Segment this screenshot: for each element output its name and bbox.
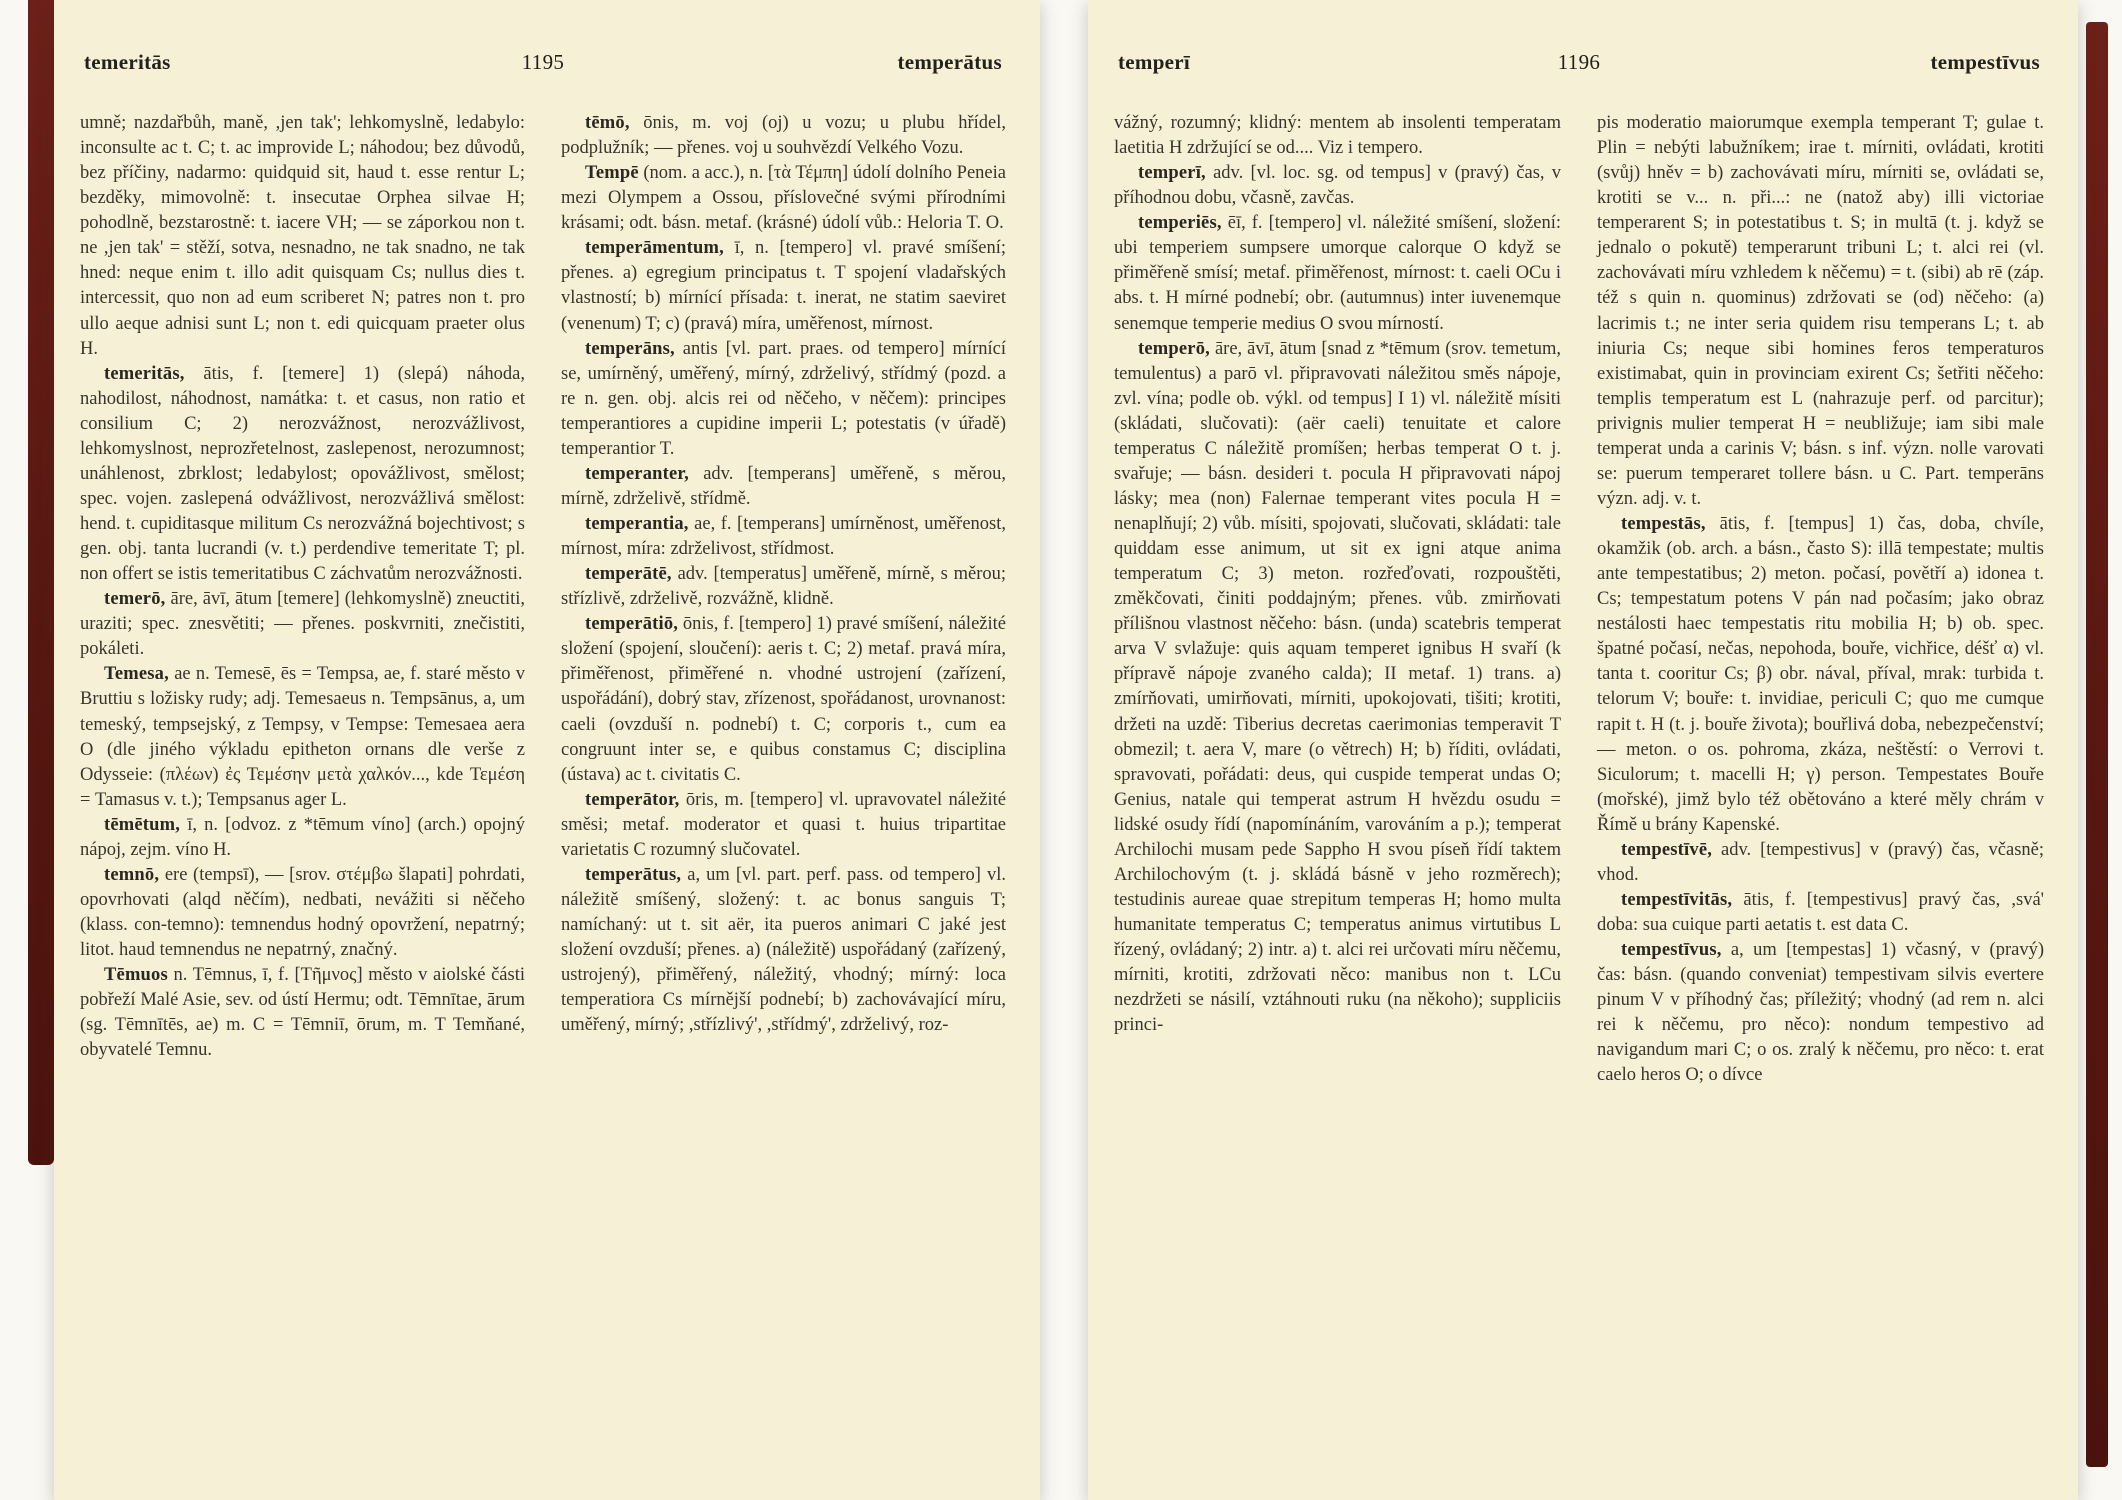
dictionary-entry: Temesa, ae n. Temesē, ēs = Tempsa, ae, f. staré město v Bruttiu s ložisky rudy; adj. Temesaeus n. Tempsānus, a, um temeský, tempsejský, z Tempsy, v Tempse: Temesaea aera O (dle jiného výkladu epitheton ornans dle verše z Odysseie: (πλέων) ἐς Τεμέσην μετὰ χαλκόν..., kde Τεμέση = Tamasus v. t.); Tempsanus ager L. (80, 664, 525, 810)
headword: temerō, (104, 589, 166, 610)
dictionary-entry: pis moderatio maiorumque exempla temperant T; gulae t. Plin = nebýti labužníkem; irae t. mírniti, ovládati, krotiti (svůj) hněv = b) zachovávati míru, mírniti se, ovládati se, krotiti se v... n. při...: ne (natož aby) illi victoriae temperarent S; in potestatibus t. S; in multā (t. j. když se jednalo o pokutě) temperarunt tribuni L; t. alci rei (vl. zachovávati míru vzhledem k něčemu) = t. (sibi) ab rē (záp. též s quin n. quominus) zdržovati se (od) něčeho: (a) lacrimis t.; ne inter seria quidem risu temperans L; t. ab iniuria Cs; neque sibi homines feros temperaturos existimabat, quin in provinciam exirent Cs; šetřiti něčeho: templis temperatum est L (nahrazuje perf. od parcitur); privignis mulier temperat H = neubližuje; iam sibi male temperat unda a carinis V; básn. s inf. význ. nolle varovati se: puerum temperaret tollere básn. u C. Part. temperāns význ. adj. v. t. (1597, 113, 2044, 509)
headword: Temesa, (104, 664, 169, 685)
dictionary-entry: tempestīvus, a, um [tempestas] 1) včasný, v (pravý) čas: básn. (quando conveniat) tempestivam silvis evertere pinum V v příhodný čas; příležitý; vhodný (ad rem n. alci rei k něčemu, pro něco): nondum tempestivo ad navigandum mari C; o os. zralý k něčemu, pro něco: t. erat caelo heros O; o dívce (1597, 940, 2044, 1086)
headword: Tempē (585, 163, 639, 184)
book-edge-left (28, 0, 54, 1165)
headword: temperātē, (585, 564, 672, 585)
headword: temnō, (104, 864, 160, 885)
dictionary-entry: temperiēs, ēī, f. [tempero] vl. náležité smíšení, složení: ubi temperiem sumpsere umorque calorque O když se přiměřeně smísí; metaf. přiměřenost, mírnost: t. caeli OCu i abs. t. H mírné podnebí; obr. (autumnus) inter iuvenemque senemque temperie medius O svou mírností. (1114, 213, 1561, 334)
headword: temperō, (1138, 338, 1210, 359)
book-edge-right (2086, 22, 2108, 1467)
dictionary-entry: temperātē, adv. [temperatus] uměřeně, mírně, s měrou; střízlivě, zdrželivě, rozvážně, klidně. (561, 564, 1006, 610)
dictionary-entry: temperantia, ae, f. [temperans] umírněnost, uměřenost, mírnost, míra: zdrželivost, střídmost. (561, 514, 1006, 560)
headword: temperāns, (585, 338, 675, 359)
dictionary-entry: Tēmuos n. Tēmnus, ī, f. [Τῆμνος] město v aiolské části pobřeží Malé Asie, sev. od ústí Hermu; odt. Tēmnītae, ārum (sg. Tēmnītēs, ae) m. C = Tēmniī, ōrum, m. T Temňané, obyvatelé Temnu. (80, 965, 525, 1061)
page-number: 1195 (521, 50, 565, 74)
headword: temperiēs, (1138, 213, 1222, 234)
headword: temperī, (1138, 163, 1206, 184)
column-2 (561, 111, 1006, 1063)
dictionary-entry: temnō, ere (tempsī), — [srov. στέμβω šlapati] pohrdati, opovrhovati (alqd něčím), nedbati, nevážiti si něčeho (klass. con-temno): temnendus hodný opovržení, nepatrný; litot. haud temnendus ne nepatrný, značný. (80, 864, 525, 961)
page-1195 (54, 0, 1040, 1500)
text-columns (80, 111, 1006, 1063)
running-head (1118, 50, 2040, 75)
page-1196 (1088, 0, 2078, 1500)
headword: Tēmuos (104, 965, 168, 986)
headword: temperātiō, (585, 614, 679, 635)
dictionary-entry: temperī, adv. [vl. loc. sg. od tempus] v (pravý) čas, v příhodnou dobu, včasně, zavčas. (1114, 163, 1561, 209)
dictionary-entry: temperātor, ōris, m. [tempero] vl. upravovatel náležité směsi; metaf. moderator et quasi t. huius tripartitae varietatis C rozumný slučovatel. (561, 789, 1006, 860)
page-number: 1196 (1557, 50, 1601, 74)
running-head (84, 50, 1002, 75)
dictionary-entry: temperanter, adv. [temperans] uměřeně, s měrou, mírně, zdrželivě, střídmě. (561, 463, 1006, 509)
dictionary-entry: tēmētum, ī, n. [odvoz. z *tēmum víno] (arch.) opojný nápoj, zejm. víno H. (80, 814, 525, 860)
headword: tempestīvitās, (1621, 889, 1733, 910)
headword: temperanter, (585, 463, 689, 484)
dictionary-entry: tempestās, ātis, f. [tempus] 1) čas, doba, chvíle, okamžik (ob. arch. a básn., často S): illā tempestate; multis ante tempestatibus; 2) meton. počasí, povětří a) idonea t. Cs; tempestatum potens V pán nad počasím; jako obraz nestálosti haec tempestatis ritu mobilia H; b) ob. spec. špatné počasí, nečas, nepohoda, bouře, vichřice, déšť α) vl. tanta t. cooritur Cs; β) obr. nával, příval, mrak: turbida t. telorum V; bouře: t. invidiae, periculi C; quo me cumque rapit t. H (t. j. bouře života); bouřlivá doba, nebezpečenství; — meton. o os. pohroma, zkáza, neštěstí: o Verrovi t. Siculorum; t. macelli H; γ) person. Tempestates Bouře (mořské), jimž bylo též obětováno a které měly chrám v Římě u brány Kapenské. (1597, 514, 2044, 835)
headword: tempestīvē, (1621, 839, 1713, 860)
guide-word-right: temperātus (897, 50, 1002, 74)
guide-word-left: temperī (1118, 50, 1191, 74)
dictionary-entry: tempestīvē, adv. [tempestivus] v (pravý) čas, včasně; vhod. (1597, 839, 2044, 885)
headword: tempestās, (1621, 514, 1706, 534)
dictionary-entry: umně; nazdařbůh, maně, ,jen tak'; lehkomyslně, ledabylo: inconsulte ac t. C; t. ac improvide L; náhodou; bez důvodů, bez příčiny, nadarmo: quidquid sit, haud t. esse rentur L; bezděky, mimovolně: t. insecutae Orphea silvae H; pohodlně, bezstarostně: t. iacere VH; — se záporkou non t. ne ,jen tak' = stěží, sotva, nesnadno, ne tak snadno, ne tak hned: neque enim t. illo adit quisquam Cs; nullus dies t. intercessit, quo non ad eum scriberet N; patres non t. pro ullo aeque adnisi sunt L; non t. edi quicquam praeter olus H. (80, 113, 525, 359)
page-1195-content (54, 0, 1040, 1500)
dictionary-entry: tempestīvitās, ātis, f. [tempestivus] pravý čas, ,svá' doba: sua cuique parti aetatis t. est data C. (1597, 889, 2044, 935)
dictionary-entry: temperō, āre, āvī, ātum [snad z *tēmum (srov. temetum, temulentus) a parō vl. připravovati náležitou směs nápoje, zvl. vína; podle ob. výkl. od tempus] I 1) vl. náležitě mísiti (skládati, slučovati): (aër caeli) tenuitate et calore temperatus C náležitě promíšen; herbas temperat O t. j. svařuje; — básn. desideri t. pocula H připravovati nápoj lásky; mea (non) Falernae temperant vites pocula H = nenaplňují; 2) vůb. mísiti, spojovati, slučovati, skládati: tale quiddam esse animum, ut sit ex igni atque anima temperatum C; 3) meton. rozřeďovati, rozpouštěti, změkčovati, činiti poddajným; přenes. vůb. zmirňovati přílišnou vlastnost něčeho: básn. (unda) scatebris temperat arva V svlažuje: quis aquam temperet ignibus H svaří (k přípravě nápoje zvaného calda); II metaf. 1) trans. a) zmírňovati, umirňovati, mírniti, upokojovati, tišiti; krotiti, držeti na uzdě: Tiberius decretas caerimonias temperavit T obmezil; t. aera V, mare (o větrech) H; b) říditi, ovládati, spravovati, pořádati: deus, qui cuspide temperat undas O; Genius, natale qui temperat astrum H hvězdu osudu = lidské osudy řídí (napomínáním, varováním a p.); temperat Archilochi musam pede Sappho H svou píseň řídí taktem Archilochovým (t. j. skládá básně v jeho rozměrech); testudinis aureae quae strepitum temperas H; homo multa humanitate temperatus C; temperatus animus virtutibus L řízený, ovládaný; 2) intr. a) t. alci rei určovati míru něčemu, mírniti, krotiti, zdržovati něco: manibus non t. LCu nezdržeti se násilí, vztáhnouti ruku (na někoho); suppliciis princi- (1114, 338, 1561, 1036)
dictionary-entry: Tempē (nom. a acc.), n. [τὰ Τέμπη] údolí dolního Peneia mezi Olympem a Ossou, příslovečné svými přírodními krásami; odt. básn. metaf. (krásné) údolí vůb.: Heloria T. O. (561, 163, 1006, 234)
headword: temeritās, (104, 363, 185, 384)
page-1196-content (1088, 0, 2078, 1500)
column-2 (1597, 111, 2044, 1088)
headword: tempestīvus, (1621, 940, 1722, 961)
headword: temperāmentum, (585, 238, 724, 259)
dictionary-entry: temeritās, ātis, f. [temere] 1) (slepá) náhoda, nahodilost, náhodnost, namátka: t. et casus, non ratio et consilium C; 2) nerozvážnost, nerozvážlivost, lehkomyslnost, neprozřetelnost, zaslepenost, nerozumnost; unáhlenost, zbrklost; ledabylost; opovážlivost, smělost; spec. vojen. zaslepená odvážlivost, nerozvážlivá smělost: hend. t. cupiditasque militum Cs nerozvážná bojechtivost; s gen. obj. tanta lucrandi (v. t.) perdendive temeritate T; pl. non offert se istis temeritatibus C záchvatům nerozvážnosti. (80, 363, 525, 585)
dictionary-entry: temperātiō, ōnis, f. [tempero] 1) pravé smíšení, náležité složení (spojení, sloučení): aeris t. C; 2) metaf. pravá míra, přiměřenost, přiměřené n. vhodné ustrojení (zařízení, uspořádání), dobrý stav, zřízenost, spořádanost, urovnanost: caeli (ovzduší n. podnebí) t. C; corporis t., cum ea congruunt inter se, e quibus constamus C; disciplina (ústava) ac t. civitatis C. (561, 614, 1006, 785)
column-1 (1114, 111, 1561, 1088)
dictionary-entry: temperāmentum, ī, n. [tempero] vl. pravé smíšení; přenes. a) egregium principatus t. T spojení vladařských vlastností; b) mírnící přísada: t. inerat, ne statim saeviret (venenum) T; c) (pravá) míra, uměřenost, mírnost. (561, 238, 1006, 334)
headword: tēmō, (585, 113, 630, 133)
headword: temperātus, (585, 864, 682, 885)
headword: temperātor, (585, 789, 680, 810)
headword: tēmētum, (104, 814, 181, 835)
dictionary-entry: tēmō, ōnis, m. voj (oj) u vozu; u plubu hřídel, podplužník; — přenes. voj u souhvězdí Velkého Vozu. (561, 113, 1006, 159)
headword: temperantia, (585, 514, 689, 534)
guide-word-right: tempestīvus (1930, 50, 2040, 74)
dictionary-entry: vážný, rozumný; klidný: mentem ab insolenti temperatam laetitia H zdržující se od.... Viz i tempero. (1114, 113, 1561, 159)
text-columns (1114, 111, 2044, 1088)
dictionary-entry: temperāns, antis [vl. part. praes. od tempero] mírnící se, umírněný, uměřený, mírný, zdrželivý, střídmý (pozd. a re n. gen. obj. alcis rei od něčeho, v něčem): principes temperantiores a cupidine imperii L; potestatis (v úřadě) temperantior T. (561, 338, 1006, 459)
guide-word-left: temeritās (84, 50, 171, 74)
dictionary-entry: temerō, āre, āvī, ātum [temere] (lehkomyslně) zneuctiti, uraziti; spec. znesvětiti; — přenes. poskvrniti, znečistiti, pokáleti. (80, 589, 525, 660)
column-1 (80, 111, 525, 1063)
dictionary-entry: temperātus, a, um [vl. part. perf. pass. od tempero] vl. náležitě smíšený, složený: t. ac bonus sanguis T; namíchaný: ut t. sit aër, ita pueros animari C jaké jest složení ovzduší; přenes. a) (náležitě) uspořádaný (zařízený, ustrojený), přiměřený, náležitý, vhodný; mírný: loca temperatiora Cs mírnější podnebí; b) zachovávající míru, uměřený, mírný; ,střízlivý', ,střídmý', zdrželivý, roz- (561, 864, 1006, 1036)
